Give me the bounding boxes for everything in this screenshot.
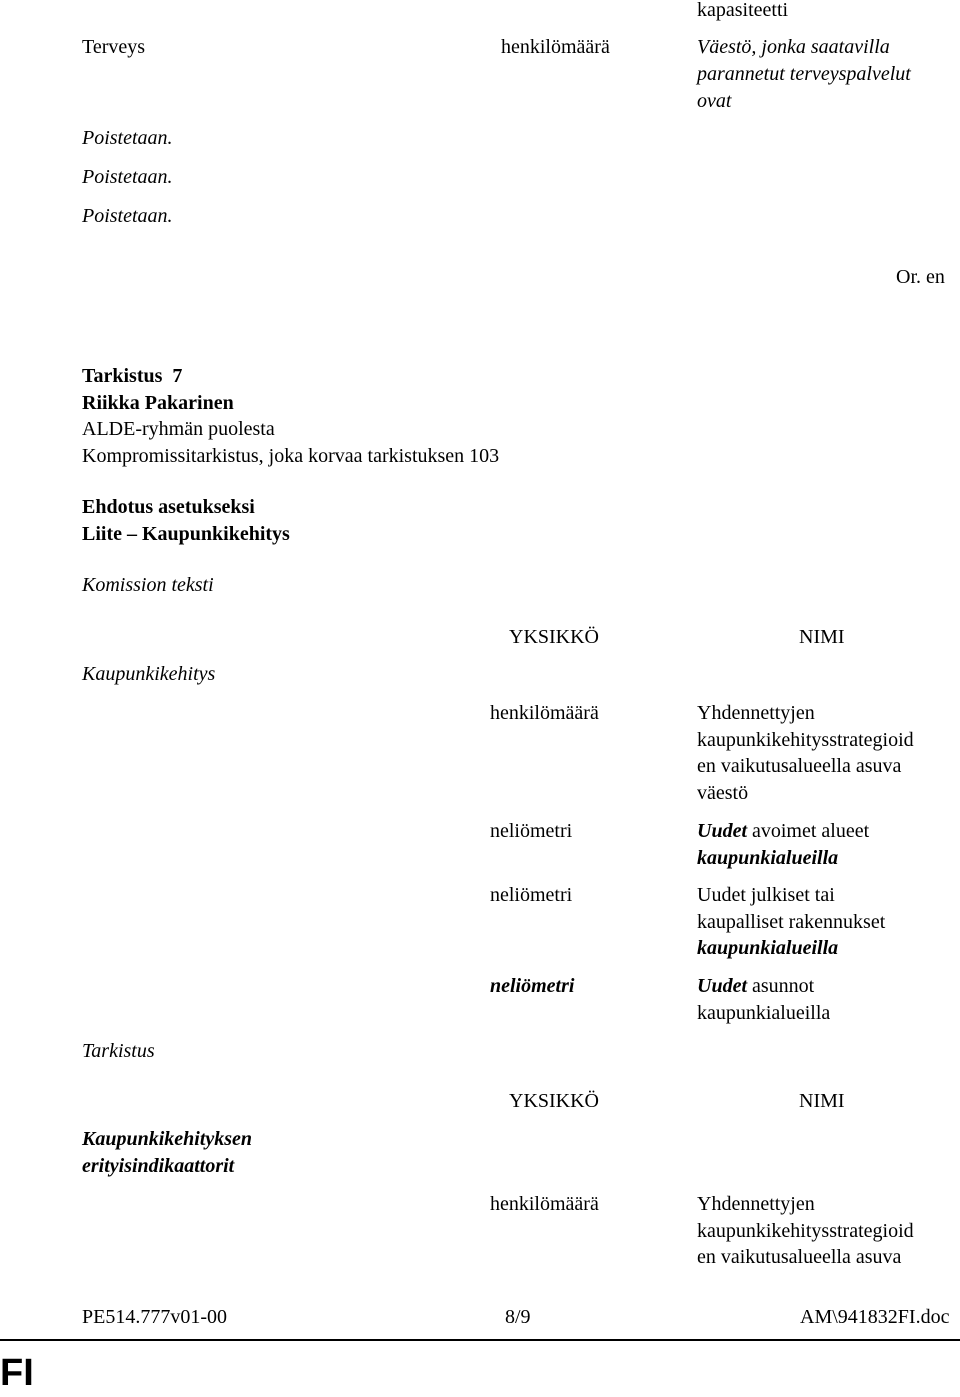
name-cell-line: kaupunkikehitysstrategioid [697, 729, 914, 751]
unit-cell: henkilömäärä [490, 702, 599, 724]
commission-section: Kaupunkikehitys [82, 663, 216, 685]
unit-cell: henkilömäärä [490, 1193, 599, 1215]
annex-title: Liite – Kaupunkikehitys [82, 523, 290, 545]
amendment-author: Riikka Pakarinen [82, 392, 234, 414]
unit-cell: neliömetri [490, 820, 573, 842]
col-unit-header: YKSIKKÖ [509, 1090, 599, 1112]
commission-heading: Komission teksti [82, 574, 214, 596]
name-cell-line: Uudet asunnot [697, 975, 815, 997]
row-name-line-3: ovat [697, 90, 732, 112]
deleted-2: Poistetaan. [82, 166, 173, 188]
col-unit-header: YKSIKKÖ [509, 626, 599, 648]
name-cell-line: väestö [697, 782, 749, 804]
amendment-title: Tarkistus 7 [82, 365, 183, 387]
name-cell-line: Uudet avoimet alueet [697, 820, 870, 842]
row-name-line-2: parannetut terveyspalvelut [697, 63, 911, 85]
row-unit: henkilömäärä [501, 36, 610, 58]
name-cell-line: kaupalliset rakennukset [697, 911, 886, 933]
name-cell-line: Yhdennettyjen [697, 1193, 815, 1215]
amendment-number: 7 [172, 365, 183, 387]
amendment-section-line: Kaupunkikehityksen [82, 1128, 253, 1150]
name-cell-line: kaupunkialueilla [697, 1002, 831, 1024]
row-name-line-1: Väestö, jonka saatavilla [697, 36, 890, 58]
col-name-header: NIMI [799, 1090, 845, 1112]
name-cell-line: en vaikutusalueella asuva [697, 1246, 902, 1268]
original-language: Or. en [896, 266, 945, 288]
footer-rule [0, 1339, 960, 1341]
amendment-section-line: erityisindikaattorit [82, 1155, 235, 1177]
name-cell-line: en vaikutusalueella asuva [697, 755, 902, 777]
name-cell-line: Uudet julkiset tai [697, 884, 835, 906]
row-label: Terveys [82, 36, 146, 58]
name-cell-line: kaupunkialueilla [697, 847, 839, 869]
amendment-note: Kompromissitarkistus, joka korvaa tarkistuksen 103 [82, 445, 500, 467]
unit-cell: neliömetri [490, 884, 573, 906]
footer-filename: AM\941832FI.doc [800, 1306, 950, 1328]
deleted-3: Poistetaan. [82, 205, 173, 227]
prev-unit-tail: kapasiteetti [697, 0, 789, 21]
unit-cell: neliömetri [490, 975, 575, 997]
col-name-header: NIMI [799, 626, 845, 648]
footer-page-number: 8/9 [505, 1306, 531, 1328]
proposal-title: Ehdotus asetukseksi [82, 496, 255, 518]
footer-doc-ref: PE514.777v01-00 [82, 1306, 227, 1328]
name-cell-line: Yhdennettyjen [697, 702, 815, 724]
language-code: FI [0, 1352, 34, 1394]
amendment-text-heading: Tarkistus [82, 1040, 155, 1062]
deleted-1: Poistetaan. [82, 127, 173, 149]
name-cell-line: kaupunkialueilla [697, 937, 839, 959]
amendment-group: ALDE-ryhmän puolesta [82, 418, 275, 440]
name-cell-line: kaupunkikehitysstrategioid [697, 1220, 914, 1242]
